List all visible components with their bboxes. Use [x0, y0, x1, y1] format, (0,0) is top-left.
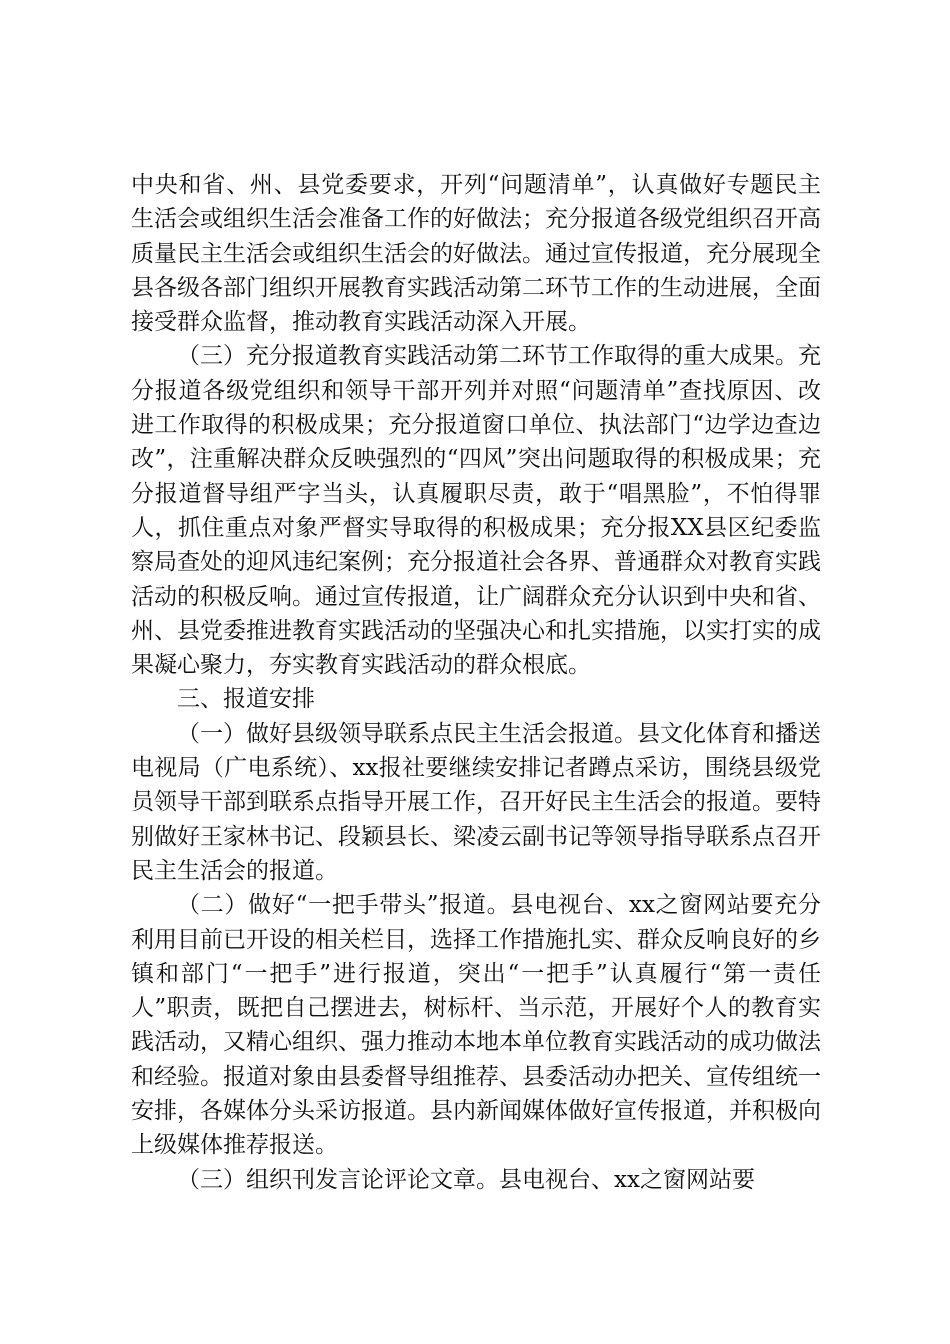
section-heading-arrangements: 三、报道安排	[177, 686, 315, 713]
paragraph-arrangement-1: （一）做好县级领导联系点民主生活会报道。县文化体育和播送电视局（广电系统）、xx报社要继续安排记者蹲点采访，围绕县级党员领导干部到联系点指导开展工作，召开好民主生活会的报道。要特别做好王家林书记、段颖县长、梁凌云副书记等领导指导联系点召开民主生活会的报道。	[131, 720, 821, 884]
paragraph-continuation: 中央和省、州、县党委要求，开列“问题清单”，认真做好专题民主生活会或组织生活会准备工作的好做法；充分报道各级党组织召开高质量民主生活会或组织生活会的好做法。通过宣传报道，充分展现全县各级各部门组织开展教育实践活动第二环节工作的生动进展，全面接受群众监督，推动教育实践活动深入开展。	[131, 172, 821, 336]
document-body	[131, 168, 821, 1197]
paragraph-arrangement-2: （二）做好“一把手带头”报道。县电视台、xx之窗网站要充分利用目前已开设的相关栏目，选择工作措施扎实、群众反响良好的乡镇和部门“一把手”进行报道，突出“一把手”认真履行“第一责任人”职责，既把自己摆进去，树标杆、当示范，开展好个人的教育实践活动，又精心组织、强力推动本地本单位教育实践活动的成功做法和经验。报道对象由县委督导组推荐、县委活动办把关、宣传组统一安排，各媒体分头采访报道。县内新闻媒体做好宣传报道，并积极向上级媒体推荐报送。	[131, 892, 821, 1159]
paragraph-arrangement-3: （三）组织刊发言论评论文章。县电视台、xx之窗网站要	[177, 1166, 755, 1193]
paragraph-achievements: （三）充分报道教育实践活动第二环节工作取得的重大成果。充分报道各级党组织和领导干部开列并对照“问题清单”查找原因、改进工作取得的积极成果；充分报道窗口单位、执法部门“边学边查边改”，注重解决群众反映强烈的“四风”突出问题取得的积极成果；充分报道督导组严字当头，认真履职尽责，敢于“唱黑脸”，不怕得罪人，抓住重点对象严督实导取得的积极成果；充分报XX县区纪委监察局查处的迎风违纪案例；充分报道社会各界、普通群众对教育实践活动的积极反响。通过宣传报道，让广阔群众充分认识到中央和省、州、县党委推进教育实践活动的坚强决心和扎实措施，以实打实的成果凝心聚力，夯实教育实践活动的群众根底。	[131, 343, 821, 679]
